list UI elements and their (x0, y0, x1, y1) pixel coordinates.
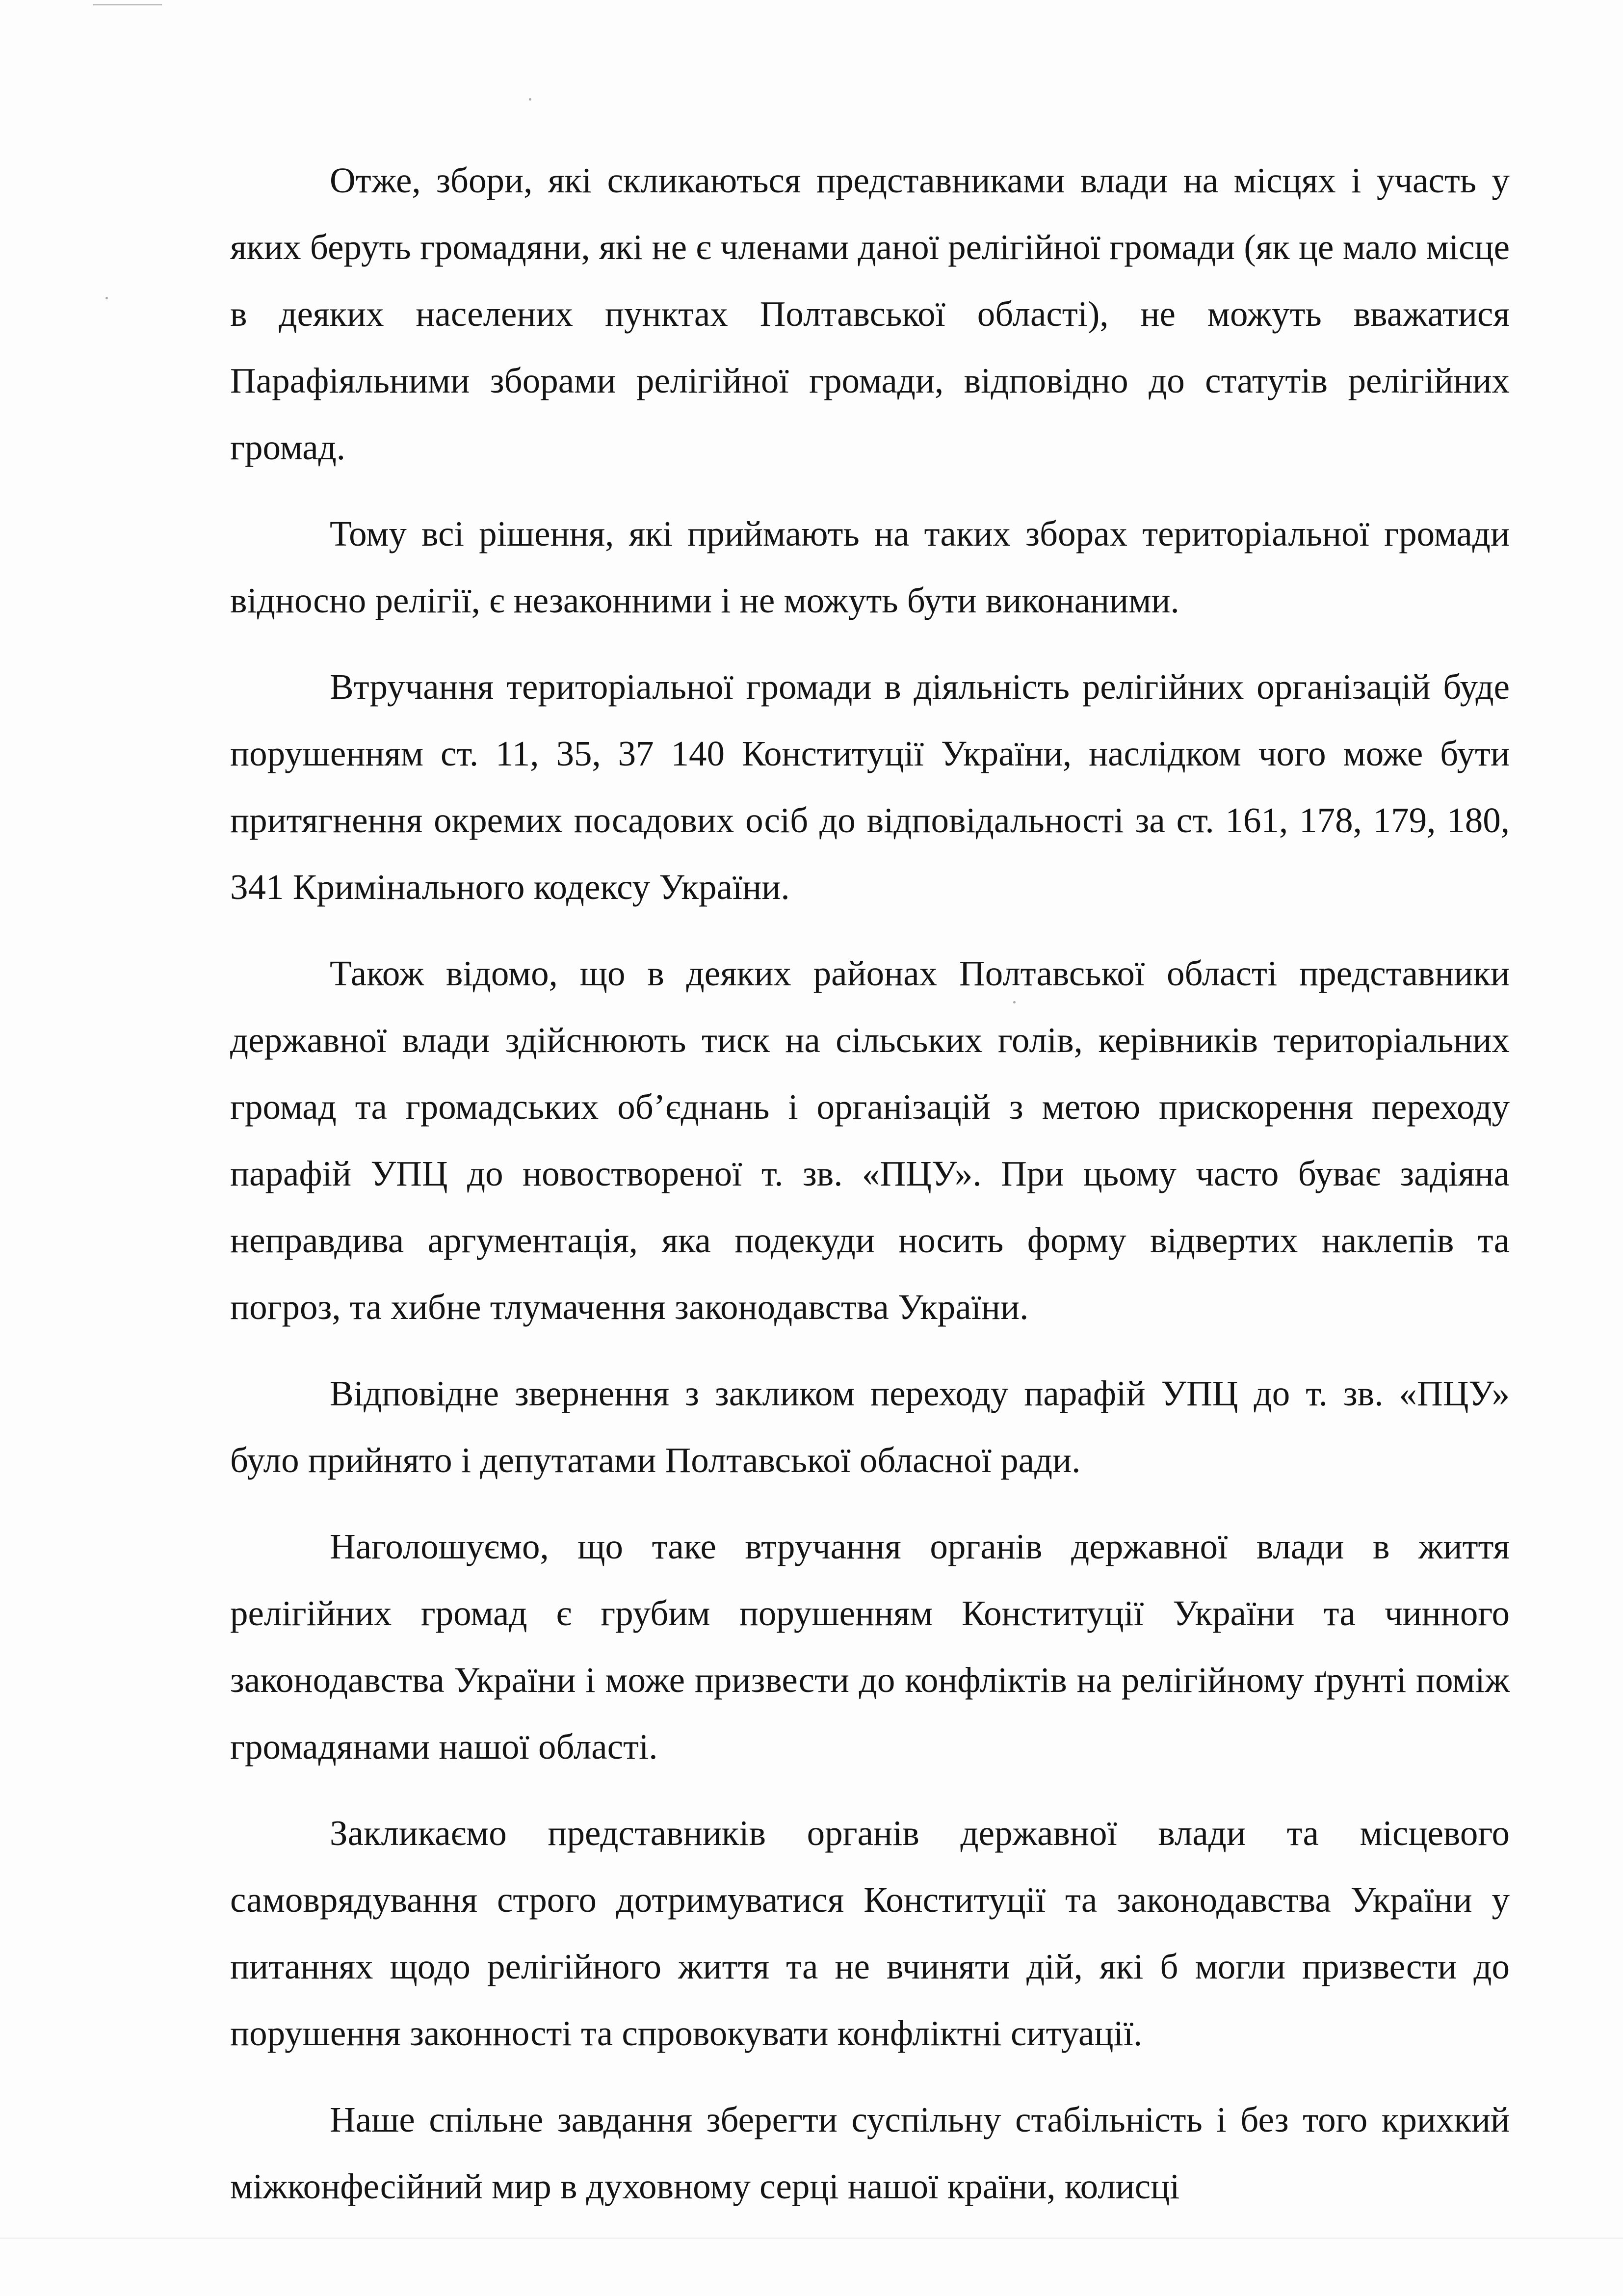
scan-speck (529, 98, 531, 101)
paragraph: Також відомо, що в деяких районах Полтавської області представники державної влади здійснюють тиск на сільських голів, керівників територіальних громад та громадських об’єднань і організацій з метою прискорення переходу парафій УПЦ до новоствореної т. зв. «ПЦУ». При цьому часто буває задіяна неправдива аргументація, яка подекуди носить форму відвертих наклепів та погроз, та хибне тлумачення законодавства України. (230, 953, 1510, 1327)
scan-speck (105, 297, 108, 299)
paragraph: Наше спільне завдання зберегти суспільну стабільність і без того крихкий міжконфесійний мир в духовному серці нашої країни, колисці (230, 2100, 1510, 2206)
scan-bottom-edge (0, 2238, 1623, 2239)
paragraph: Закликаємо представників органів державної влади та місцевого самоврядування строго дотримуватися Конституції та законодавства України у питаннях щодо релігійного життя та не вчиняти дій, які б могли призвести до порушення законності та спровокувати конфліктні ситуації. (230, 1813, 1510, 2053)
document-body (230, 147, 1510, 2240)
paragraph: Отже, збори, які скликаються представниками влади на місцях і участь у яких беруть громадяни, які не є членами даної релігійної громади (як це мало місце в деяких населених пунктах Полтавської області), не можуть вважатися Парафіяльними зборами релігійної громади, відповідно до статутів релігійних громад. (230, 160, 1510, 467)
paragraph: Відповідне звернення з закликом переходу парафій УПЦ до т. зв. «ПЦУ» було прийнято і депутатами Полтавської обласної ради. (230, 1373, 1510, 1480)
paragraph: Тому всі рішення, які приймають на таких зборах територіальної громади відносно релігії, є незаконними і не можуть бути виконаними. (230, 514, 1510, 620)
scan-artifact-mark (93, 4, 162, 5)
paragraph: Втручання територіальної громади в діяльність релігійних організацій буде порушенням ст. 11, 35, 37 140 Конституції України, наслідком чого може бути притягнення окремих посадових осіб до відповідальності за ст. 161, 178, 179, 180, 341 Кримінального кодексу України. (230, 667, 1510, 907)
paragraph: Наголошуємо, що таке втручання органів державної влади в життя релігійних громад є грубим порушенням Конституції України та чинного законодавства України і може призвести до конфліктів на релігійному ґрунті поміж громадянами нашої області. (230, 1527, 1510, 1767)
